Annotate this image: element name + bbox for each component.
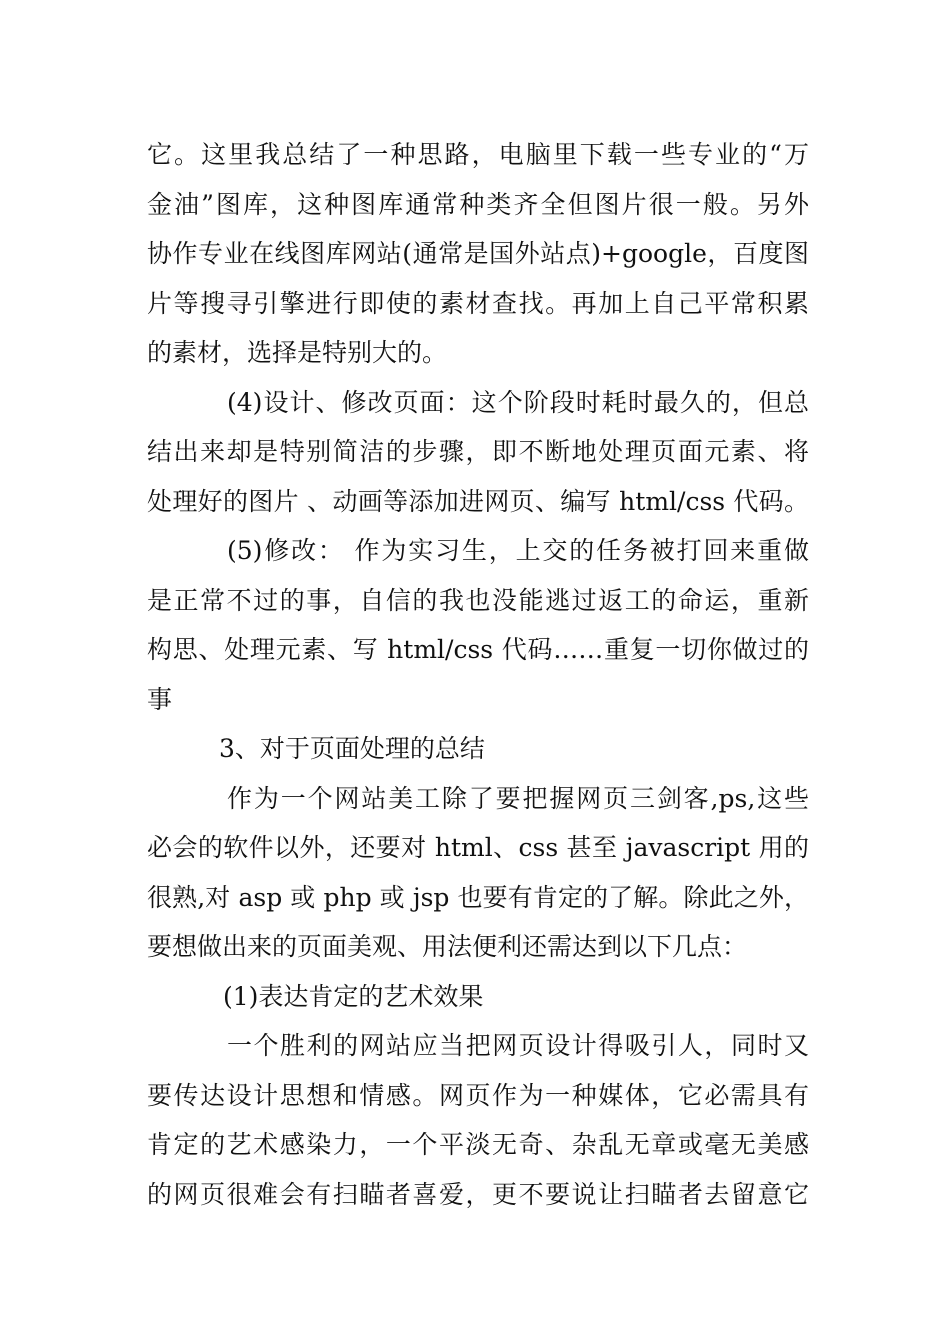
text-line: 的素材，选择是特别大的。 — [147, 338, 448, 367]
text-line: 必会的软件以外，还要对 html、css 甚至 javascript 用的 — [147, 833, 809, 862]
paragraph-first-line: 作为一个网站美工除了要把握网页三剑客,ps,这些 — [227, 783, 809, 813]
text-line: 的网页很难会有扫瞄者喜爱，更不要说让扫瞄者去留意它 — [147, 1179, 809, 1209]
text-line: 要传达设计思想和情感。网页作为一种媒体，它必需具有 — [147, 1080, 809, 1110]
subsection-heading: (1)表达肯定的艺术效果 — [223, 981, 484, 1011]
text-line: 片等搜寻引擎进行即使的素材查找。再加上自己平常积累 — [147, 288, 809, 318]
section-heading: 3、对于页面处理的总结 — [219, 734, 485, 763]
text-line: 金油”图库，这种图库通常种类齐全但图片很一般。另外 — [147, 189, 809, 219]
paragraph-first-line: (4)设计、修改页面：这个阶段时耗时最久的，但总 — [227, 387, 809, 417]
text-line: 它。这里我总结了一种思路，电脑里下载一些专业的“万 — [147, 140, 809, 169]
text-line: 是正常不过的事，自信的我也没能逃过返工的命运，重新 — [147, 585, 809, 615]
text-line: 肯定的艺术感染力，一个平淡无奇、杂乱无章或毫无美感 — [147, 1130, 809, 1159]
document-body — [147, 130, 809, 1219]
text-line: 事 — [147, 684, 173, 714]
paragraph-first-line: (5)修改： 作为实习生，上交的任务被打回来重做 — [227, 536, 809, 565]
text-line: 处理好的图片 、动画等添加进网页、编写 html/css 代码。 — [147, 486, 809, 516]
text-line: 构思、处理元素、写 html/css 代码……重复一切你做过的 — [147, 635, 809, 664]
text-line: 协作专业在线图库网站(通常是国外站点)+google，百度图 — [147, 239, 809, 268]
text-line: 很熟,对 asp 或 php 或 jsp 也要有肯定的了解。除此之外， — [147, 882, 809, 912]
text-line: 要想做出来的页面美观、用法便利还需达到以下几点： — [147, 932, 748, 961]
paragraph-first-line: 一个胜利的网站应当把网页设计得吸引人，同时又 — [227, 1031, 809, 1060]
text-line: 结出来却是特别简洁的步骤，即不断地处理页面元素、将 — [147, 437, 809, 466]
